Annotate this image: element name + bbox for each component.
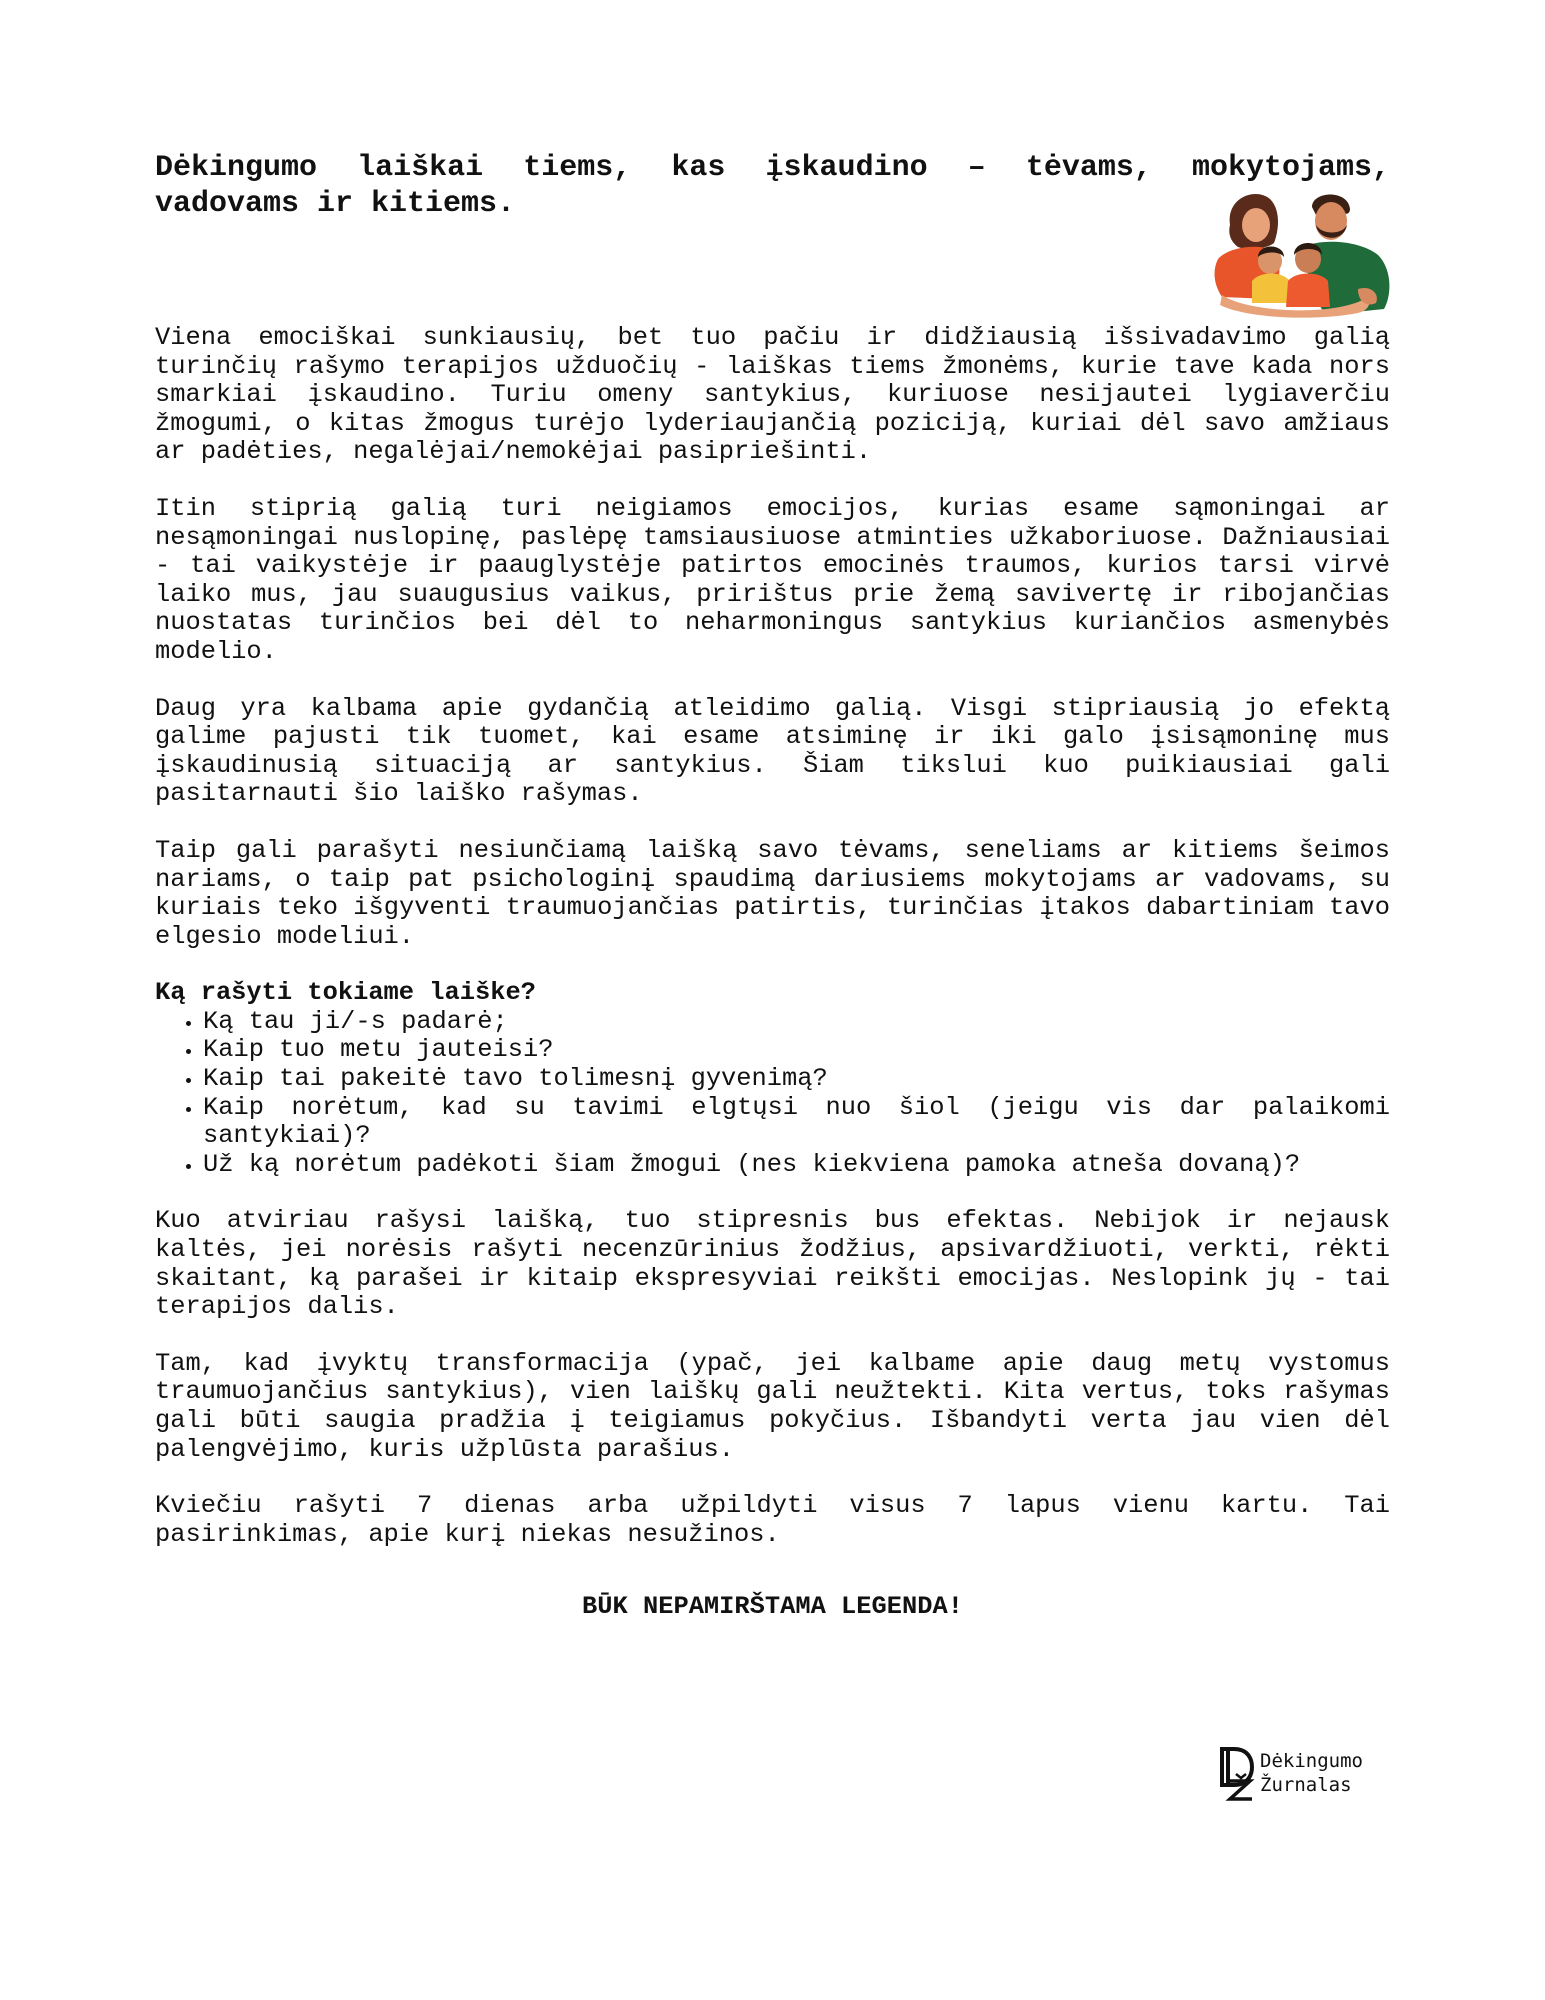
brand-logo: [1218, 1745, 1398, 1805]
list-item: • Kaip tuo metu jauteisi?: [203, 1036, 1390, 1065]
title-block: [155, 150, 1390, 222]
list-item: • Kaip tai pakeitė tavo tolimesnį gyvenimą?: [203, 1065, 1390, 1094]
paragraph-transformation: Tam, kad įvyktų transformacija (ypač, jei kalbame apie daug metų vystomus traumuojančius santykius), vien laiškų gali neužtekti. Kita vertus, toks rašymas gali būti saugia pradžia į teigiamus pokyčius. Išbandyti verta jau vien dėl palengvėjimo, kuris užplūsta parašius.: [155, 1348, 1390, 1464]
paragraph-intro: Viena emociškai sunkiausių, bet tuo pačiu ir didžiausią išsivadavimo galią turinčių rašymo terapijos užduočių - laiškas tiems žmonėms, kurie tave kada nors smarkiai įskaudino. Turiu omeny santykius, kuriuose nesijautei lygiaverčiu žmogumi, o kitas žmogus turėjo lyderiaujančią poziciją, kuriai dėl savo amžiaus ar padėties, negalėjai/nemokėjai pasipriešinti.: [155, 323, 1390, 467]
paragraph-who-to-write: Taip gali parašyti nesiunčiamą laišką savo tėvams, seneliams ar kitiems šeimos nariams, o taip pat psichologinį spaudimą dariusiems mokytojams ar vadovams, su kuriais teko išgyventi traumuojančias patirtis, turinčias įtakos dabartiniam tavo elgesio modeliui.: [155, 835, 1390, 951]
dz-monogram-icon: [1218, 1745, 1258, 1803]
list-item: • Ką tau ji/-s padarė;: [203, 1008, 1390, 1037]
body-text: [155, 324, 1390, 1622]
slogan: BŪK NEPAMIRŠTAMA LEGENDA!: [582, 1592, 963, 1622]
logo-line-2: Žurnalas: [1260, 1774, 1352, 1796]
logo-line-1: Dėkingumo: [1260, 1750, 1363, 1772]
paragraph-forgiveness: Daug yra kalbama apie gydančią atleidimo galią. Visgi stipriausią jo efektą galime pajusti tik tuomet, kai esame atsiminę ir iki galo įsisąmoninę mus įskaudinusią situaciją ar santykius. Šiam tikslui kuo puikiausiai gali pasitarnauti šio laiško rašymas.: [155, 693, 1390, 809]
paragraph-invitation: Kviečiu rašyti 7 dienas arba užpildyti visus 7 lapus vienu kartu. Tai pasirinkimas, apie kurį niekas nesužinos.: [155, 1491, 1390, 1549]
list-item: • Už ką norėtum padėkoti šiam žmogui (nes kiekviena pamoka atneša dovaną)?: [203, 1151, 1390, 1180]
page-title: Dėkingumo laiškai tiems, kas įskaudino – tėvams, mokytojams, vadovams ir kitiems.: [155, 151, 1390, 221]
paragraph-emotions: Itin stiprią galią turi neigiamos emocijos, kurias esame sąmoningai ar nesąmoningai nuslopinę, paslėpę tamsiausiuose atminties užkaboriuose. Dažniausiai - tai vaikystėje ir paauglystėje patirtos emocinės traumos, kurios tarsi virvė laiko mus, jau suaugusius vaikus, pririštus prie žemą savivertę ir ribojančias nuostatas turinčios bei dėl to neharmoningus santykius kuriančios asmenybės modelio.: [155, 493, 1390, 666]
family-hug-illustration: [1208, 185, 1392, 320]
paragraph-openness: Kuo atviriau rašysi laišką, tuo stipresnis bus efektas. Nebijok ir nejausk kaltės, jei norėsis rašyti necenzūrinius žodžius, apsivardžiuoti, verkti, rėkti skaitant, ką parašei ir kitaip ekspresyviai reikšti emocijas. Neslopink jų - tai terapijos dalis.: [155, 1206, 1390, 1322]
questions-list: [155, 1008, 1390, 1180]
questions-heading: Ką rašyti tokiame laiške?: [155, 978, 536, 1008]
logo-text: [1260, 1749, 1363, 1797]
list-item: • Kaip norėtum, kad su tavimi elgtųsi nuo šiol (jeigu vis dar palaikomi santykiai)?: [203, 1094, 1390, 1151]
